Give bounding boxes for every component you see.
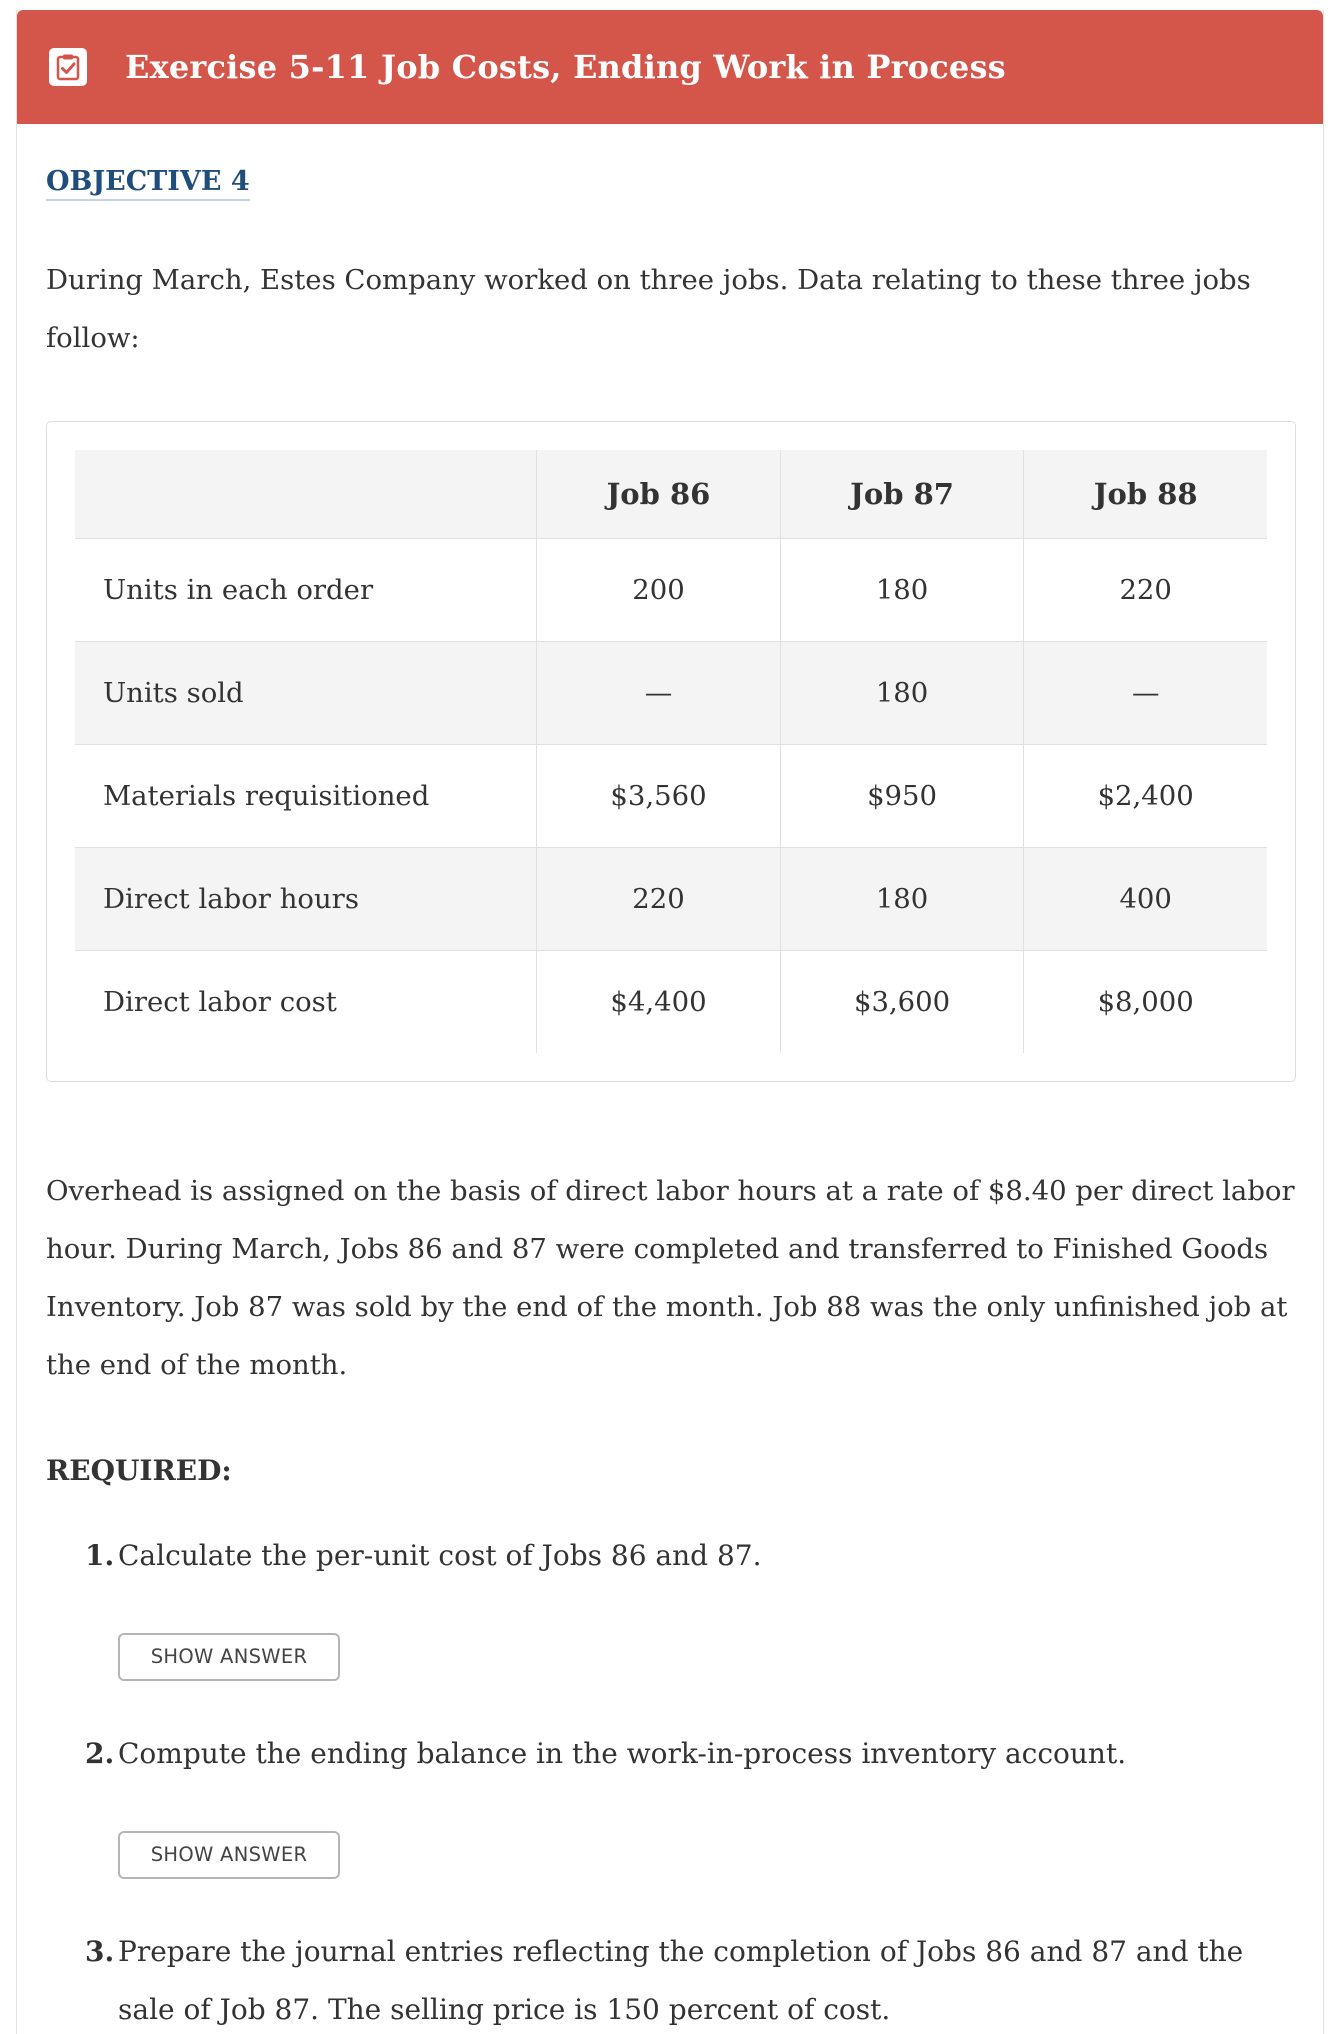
table-cell: $4,400 (537, 951, 781, 1054)
table-cell: 400 (1024, 848, 1267, 951)
objective-link[interactable]: OBJECTIVE 4 (46, 166, 250, 201)
table-cell: $3,600 (780, 951, 1024, 1054)
requirement-item-2 (85, 1725, 1295, 1923)
exercise-content (17, 124, 1323, 2034)
exercise-card (16, 10, 1324, 2034)
table-row (75, 745, 1267, 848)
table-header-job-88: Job 88 (1024, 450, 1267, 539)
table-header-row (75, 450, 1267, 539)
exercise-title: Exercise 5-11 Job Costs, Ending Work in Process (125, 48, 1006, 86)
exercise-header (17, 10, 1323, 124)
table-header-blank (75, 450, 537, 539)
requirement-text: Prepare the journal entries reflecting the completion of Jobs 86 and 87 and the sale of Job 87. The selling price is 150 percent of cost. (118, 1935, 1244, 2026)
table-cell: $3,560 (537, 745, 781, 848)
requirements-list (46, 1527, 1295, 2034)
table-cell: — (1024, 642, 1267, 745)
table-header-job-86: Job 86 (537, 450, 781, 539)
overhead-paragraph: Overhead is assigned on the basis of direct labor hours at a rate of $8.40 per direct labor hour. During March, Jobs 86 and 87 were completed and transferred to Finished Goods Inventory. Job 87 was sold by the end of the month. Job 88 was the only unfinished job at the end of the month. (46, 1175, 1295, 1381)
table-cell: 220 (1024, 539, 1267, 642)
required-heading: REQUIRED: (46, 1454, 232, 1487)
requirement-text: Compute the ending balance in the work-in-process inventory account. (118, 1737, 1127, 1770)
intro-paragraph: During March, Estes Company worked on three jobs. Data relating to these three jobs follow: (46, 264, 1251, 354)
requirement-text: Calculate the per-unit cost of Jobs 86 and 87. (118, 1539, 762, 1572)
job-data-table-card (46, 421, 1296, 1082)
requirement-number: 2. (85, 1737, 115, 1770)
clipboard-check-icon (49, 48, 87, 86)
row-label: Materials requisitioned (75, 745, 537, 848)
table-cell: $950 (780, 745, 1024, 848)
show-answer-button-2[interactable]: SHOW ANSWER (118, 1831, 340, 1879)
table-row (75, 539, 1267, 642)
job-data-table (75, 450, 1267, 1053)
table-cell: 200 (537, 539, 781, 642)
table-cell: 180 (780, 642, 1024, 745)
requirement-number: 3. (85, 1935, 115, 1968)
table-row (75, 951, 1267, 1054)
table-cell: 220 (537, 848, 781, 951)
table-cell: — (537, 642, 781, 745)
show-answer-button-1[interactable]: SHOW ANSWER (118, 1633, 340, 1681)
requirement-number: 1. (85, 1539, 115, 1572)
table-cell: $8,000 (1024, 951, 1267, 1054)
row-label: Direct labor hours (75, 848, 537, 951)
requirement-item-3 (85, 1923, 1295, 2034)
row-label: Units sold (75, 642, 537, 745)
table-cell: $2,400 (1024, 745, 1267, 848)
table-cell: 180 (780, 848, 1024, 951)
table-row (75, 848, 1267, 951)
table-row (75, 642, 1267, 745)
row-label: Direct labor cost (75, 951, 537, 1054)
requirement-item-1 (85, 1527, 1295, 1725)
row-label: Units in each order (75, 539, 537, 642)
table-cell: 180 (780, 539, 1024, 642)
table-header-job-87: Job 87 (780, 450, 1024, 539)
